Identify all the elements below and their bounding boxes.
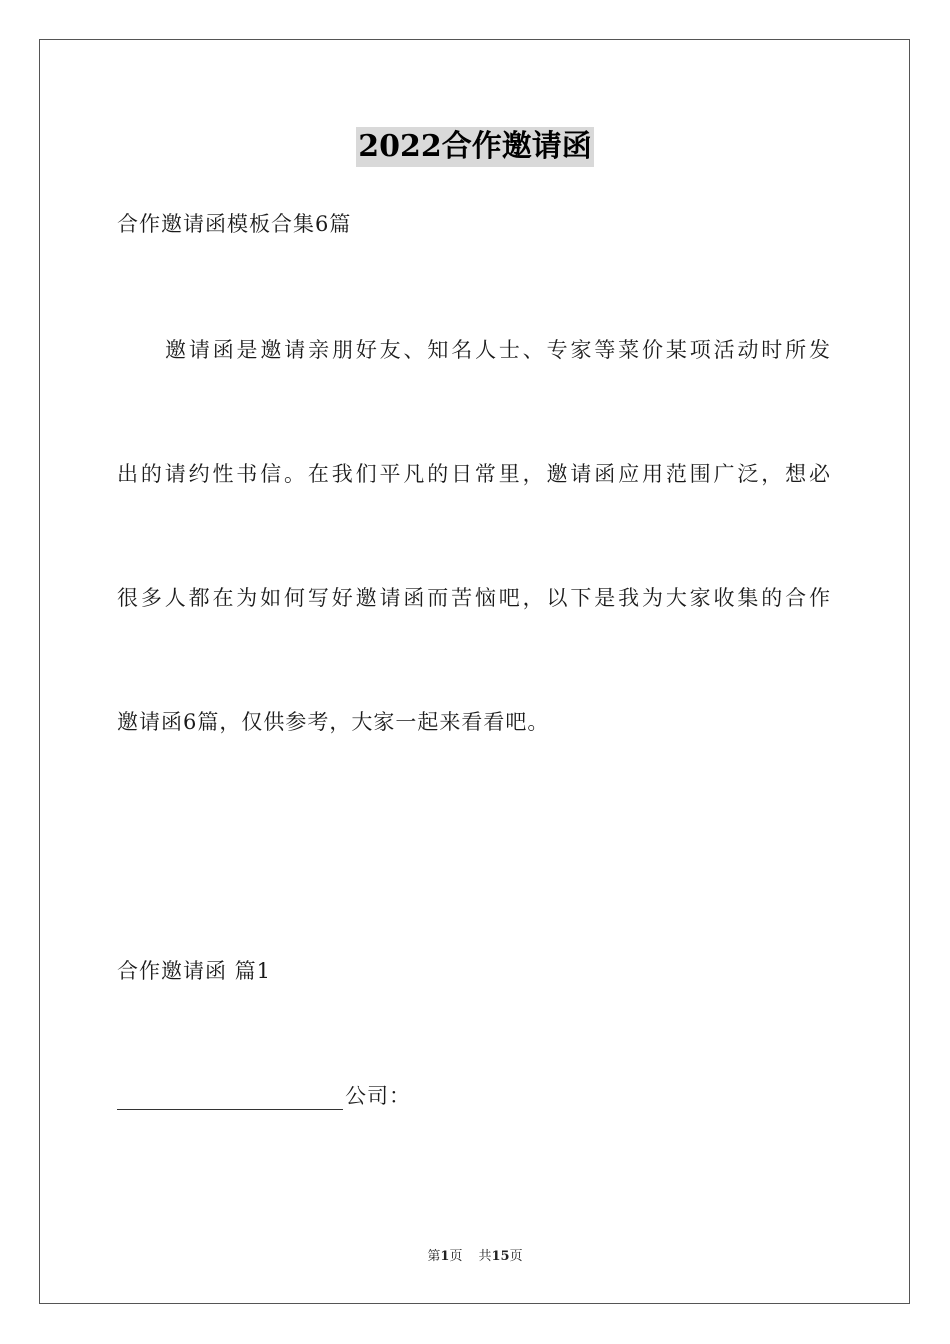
document-subtitle: 合作邀请函模板合集6篇 bbox=[117, 212, 352, 236]
page-footer bbox=[0, 1248, 950, 1266]
title-container bbox=[0, 127, 950, 167]
company-name-blank bbox=[117, 1089, 343, 1110]
section-heading: 合作邀请函 篇1 bbox=[117, 959, 272, 983]
total-suffix: 页 bbox=[509, 1249, 523, 1264]
intro-line-4: 邀请函6篇，仅供参考，大家一起来看看吧。 bbox=[117, 710, 550, 734]
intro-line-2: 出的请约性书信。在我们平凡的日常里，邀请函应用范围广泛，想必 bbox=[117, 462, 831, 486]
salutation-line bbox=[117, 1082, 411, 1110]
page-suffix: 页 bbox=[449, 1249, 463, 1264]
intro-line-1: 邀请函是邀请亲朋好友、知名人士、专家等菜价某项活动时所发 bbox=[165, 338, 831, 362]
page-number: 1 bbox=[440, 1249, 450, 1264]
document-title: 2022合作邀请函 bbox=[356, 127, 594, 167]
intro-line-3: 很多人都在为如何写好邀请函而苦恼吧，以下是我为大家收集的合作 bbox=[117, 586, 831, 610]
total-prefix: 共 bbox=[478, 1249, 492, 1264]
page-prefix: 第 bbox=[427, 1249, 441, 1264]
total-pages: 15 bbox=[491, 1249, 510, 1264]
salutation-suffix: 公司： bbox=[345, 1084, 411, 1108]
